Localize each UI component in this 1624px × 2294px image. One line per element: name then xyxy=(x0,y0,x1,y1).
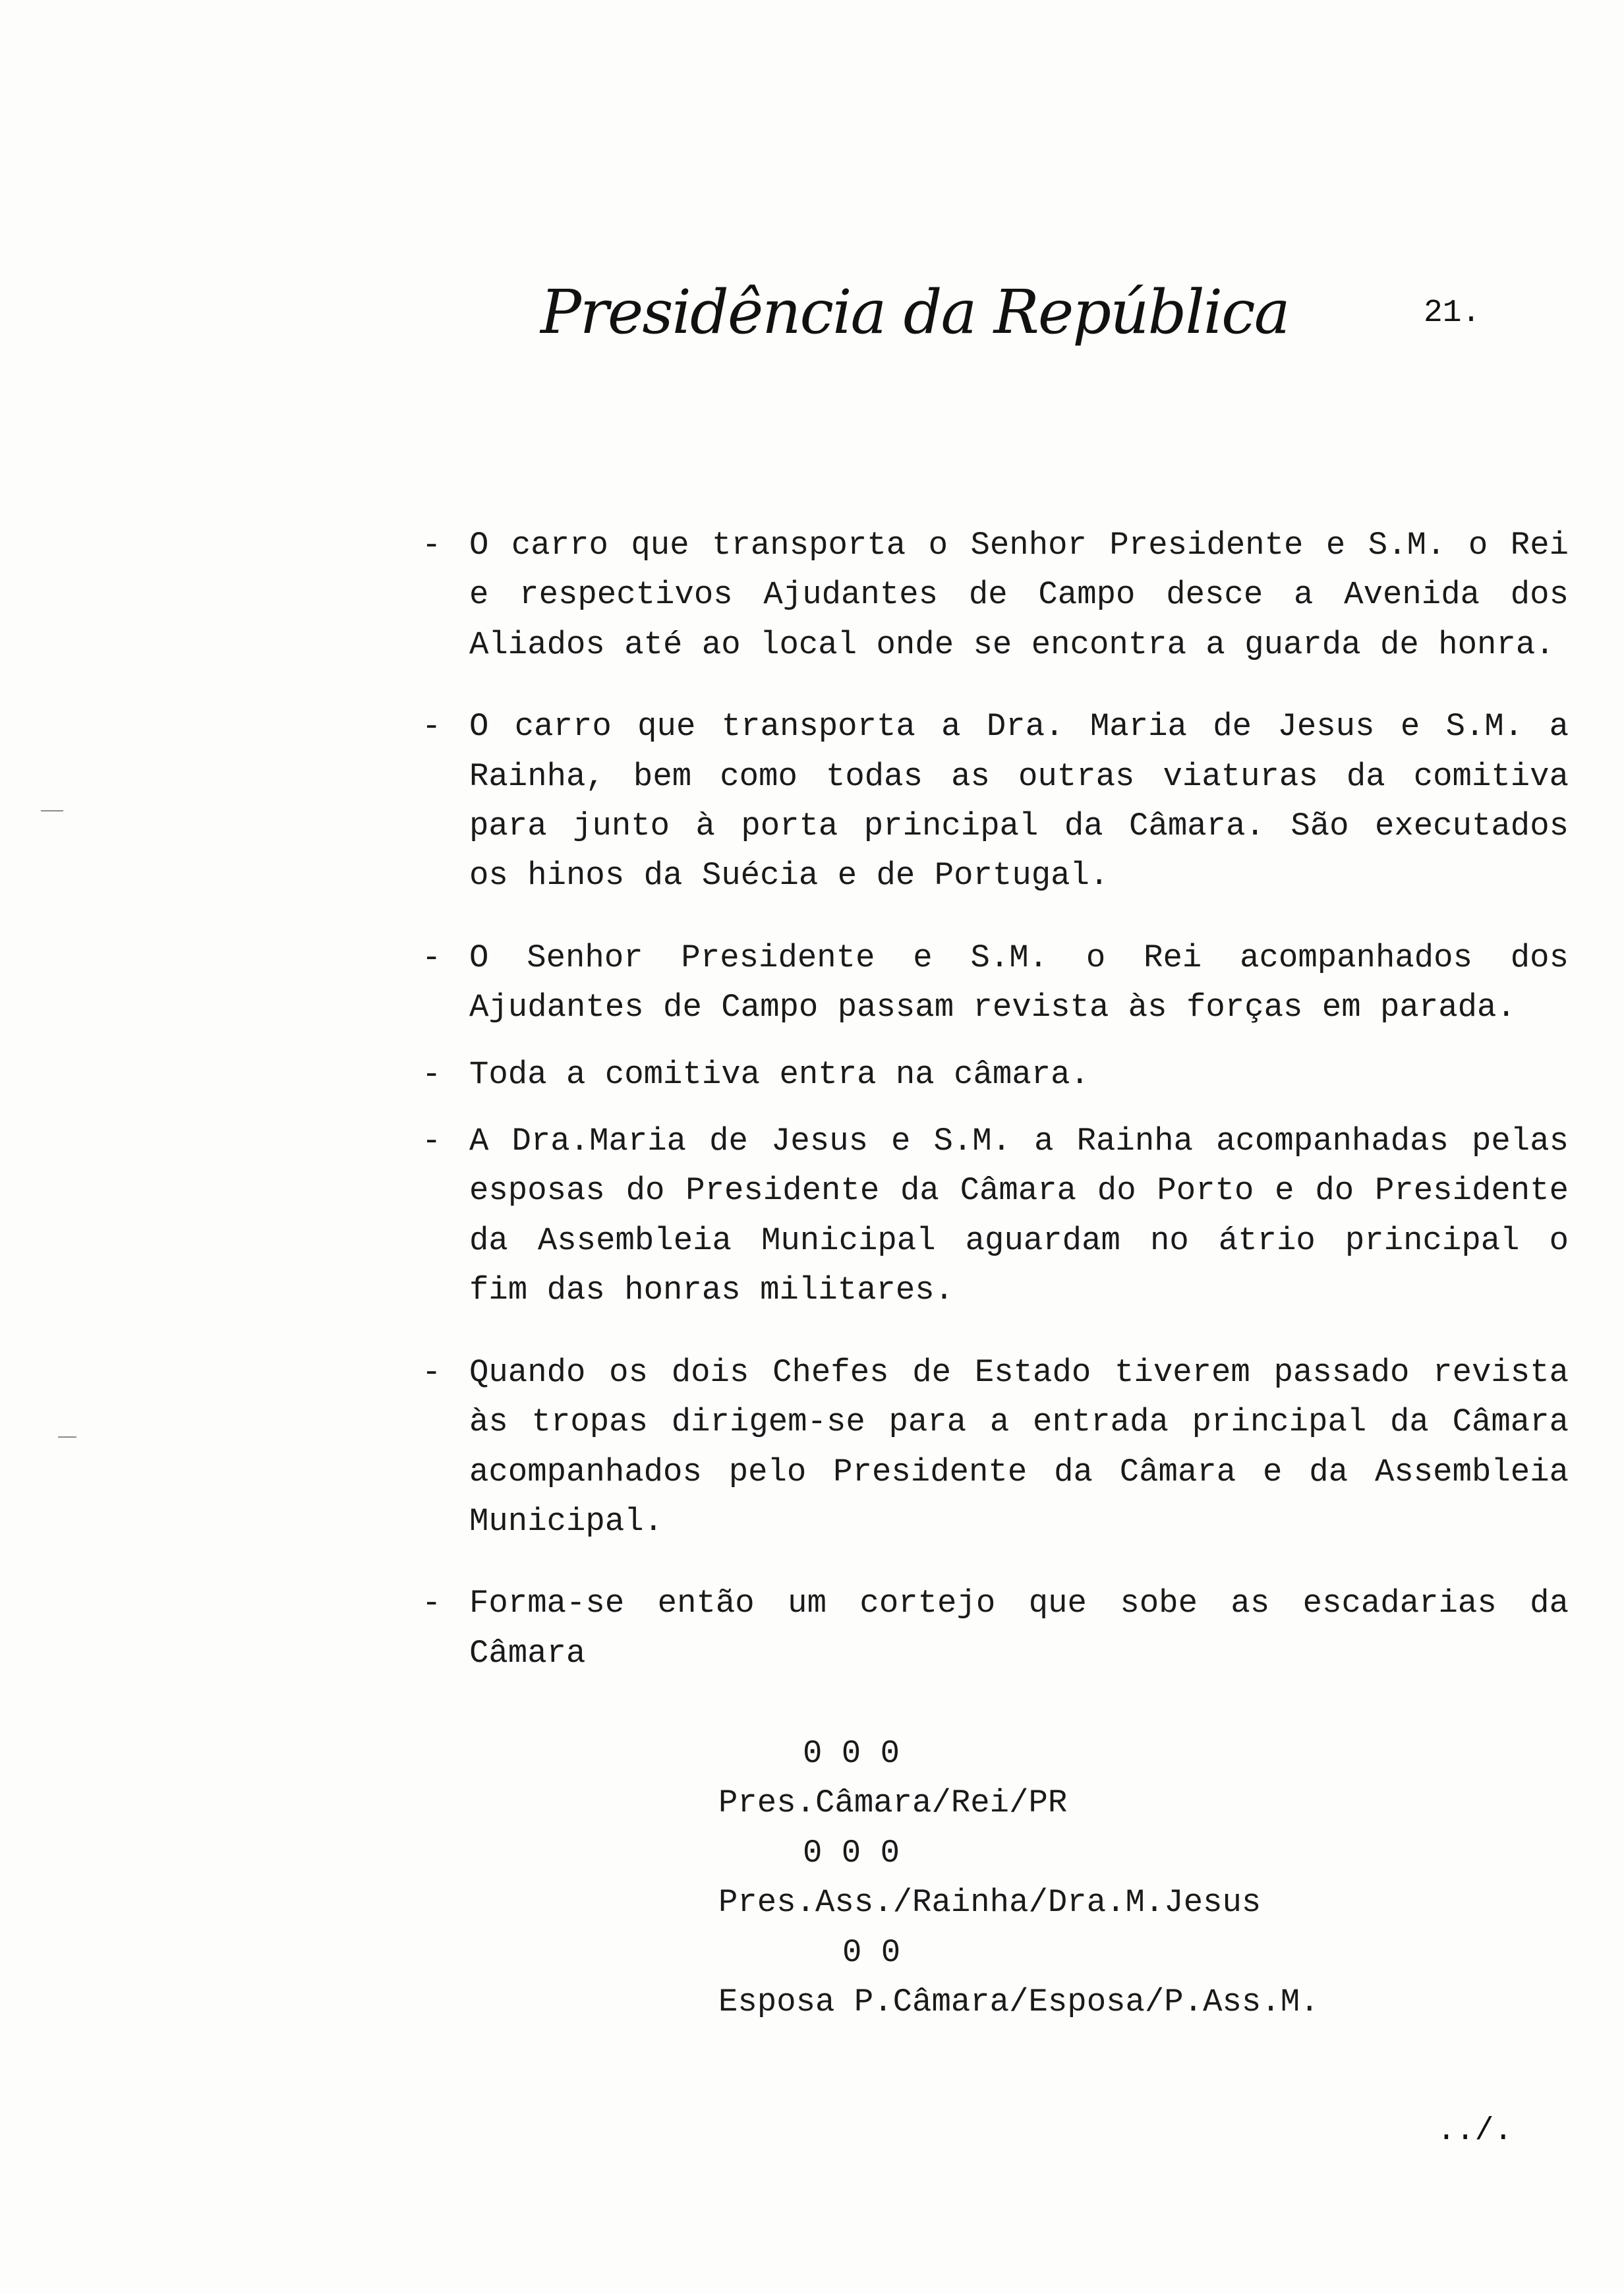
list-item xyxy=(422,1579,1569,1678)
procession-markers: 0 0 0 xyxy=(803,1834,900,1871)
procession-markers: 0 0 xyxy=(842,1933,901,1971)
list-dash: - xyxy=(422,1123,442,1160)
list-item-text: O Senhor Presidente e S.M. o Rei acompanhados dos Ajudantes de Campo passam revista às forças em parada. xyxy=(469,939,1569,1026)
letterhead-title: Presidência da República xyxy=(540,277,1289,347)
list-dash: - xyxy=(422,1353,442,1391)
list-dash: - xyxy=(422,527,442,564)
procession-row: Esposa P.Câmara/Esposa/P.Ass.M. xyxy=(718,1984,1320,2021)
list-item-text: A Dra.Maria de Jesus e S.M. a Rainha acompanhadas pelas esposas do Presidente da Câmara do Porto e do Presidente da Assembleia Municipal aguardam no átrio principal o fim das honras militares. xyxy=(469,1123,1569,1309)
procession-row: Pres.Câmara/Rei/PR xyxy=(718,1784,1068,1822)
list-dash: - xyxy=(422,939,442,976)
list-item xyxy=(422,1117,1569,1316)
continuation-mark: ../. xyxy=(1437,2113,1513,2149)
list-item xyxy=(422,933,1569,1033)
list-item-text: Toda a comitiva entra na câmara. xyxy=(469,1055,1089,1093)
procession-order xyxy=(718,1729,1320,2027)
list-item xyxy=(422,521,1569,670)
margin-mark xyxy=(41,810,63,811)
list-item-text: O carro que transporta o Senhor Presidente e S.M. o Rei e respectivos Ajudantes de Campo desce a Avenida dos Aliados até ao local onde se encontra a guarda de honra. xyxy=(469,527,1569,663)
procession-markers: 0 0 0 xyxy=(803,1735,900,1772)
list-item xyxy=(422,702,1569,901)
list-dash: - xyxy=(422,708,442,746)
list-item-text: O carro que transporta a Dra. Maria de Jesus e S.M. a Rainha, bem como todas as outras viaturas da comitiva para junto à porta principal da Câmara. São executados os hinos da Suécia e de Portugal. xyxy=(469,708,1569,895)
page-number: 21. xyxy=(1424,295,1481,331)
list-item xyxy=(422,1050,1569,1100)
margin-mark xyxy=(58,1436,76,1438)
procession-row: Pres.Ass./Rainha/Dra.M.Jesus xyxy=(718,1884,1262,1922)
list-item-text: Forma-se então um cortejo que sobe as escadarias da Câmara xyxy=(469,1585,1569,1672)
list-item-text: Quando os dois Chefes de Estado tiverem passado revista às tropas dirigem-se para a entrada principal da Câmara acompanhados pelo Presidente da Câmara e da Assembleia Municipal. xyxy=(469,1353,1569,1540)
list-item xyxy=(422,1348,1569,1547)
list-dash: - xyxy=(422,1585,442,1622)
document-body xyxy=(422,521,1569,1678)
list-dash: - xyxy=(422,1055,442,1093)
